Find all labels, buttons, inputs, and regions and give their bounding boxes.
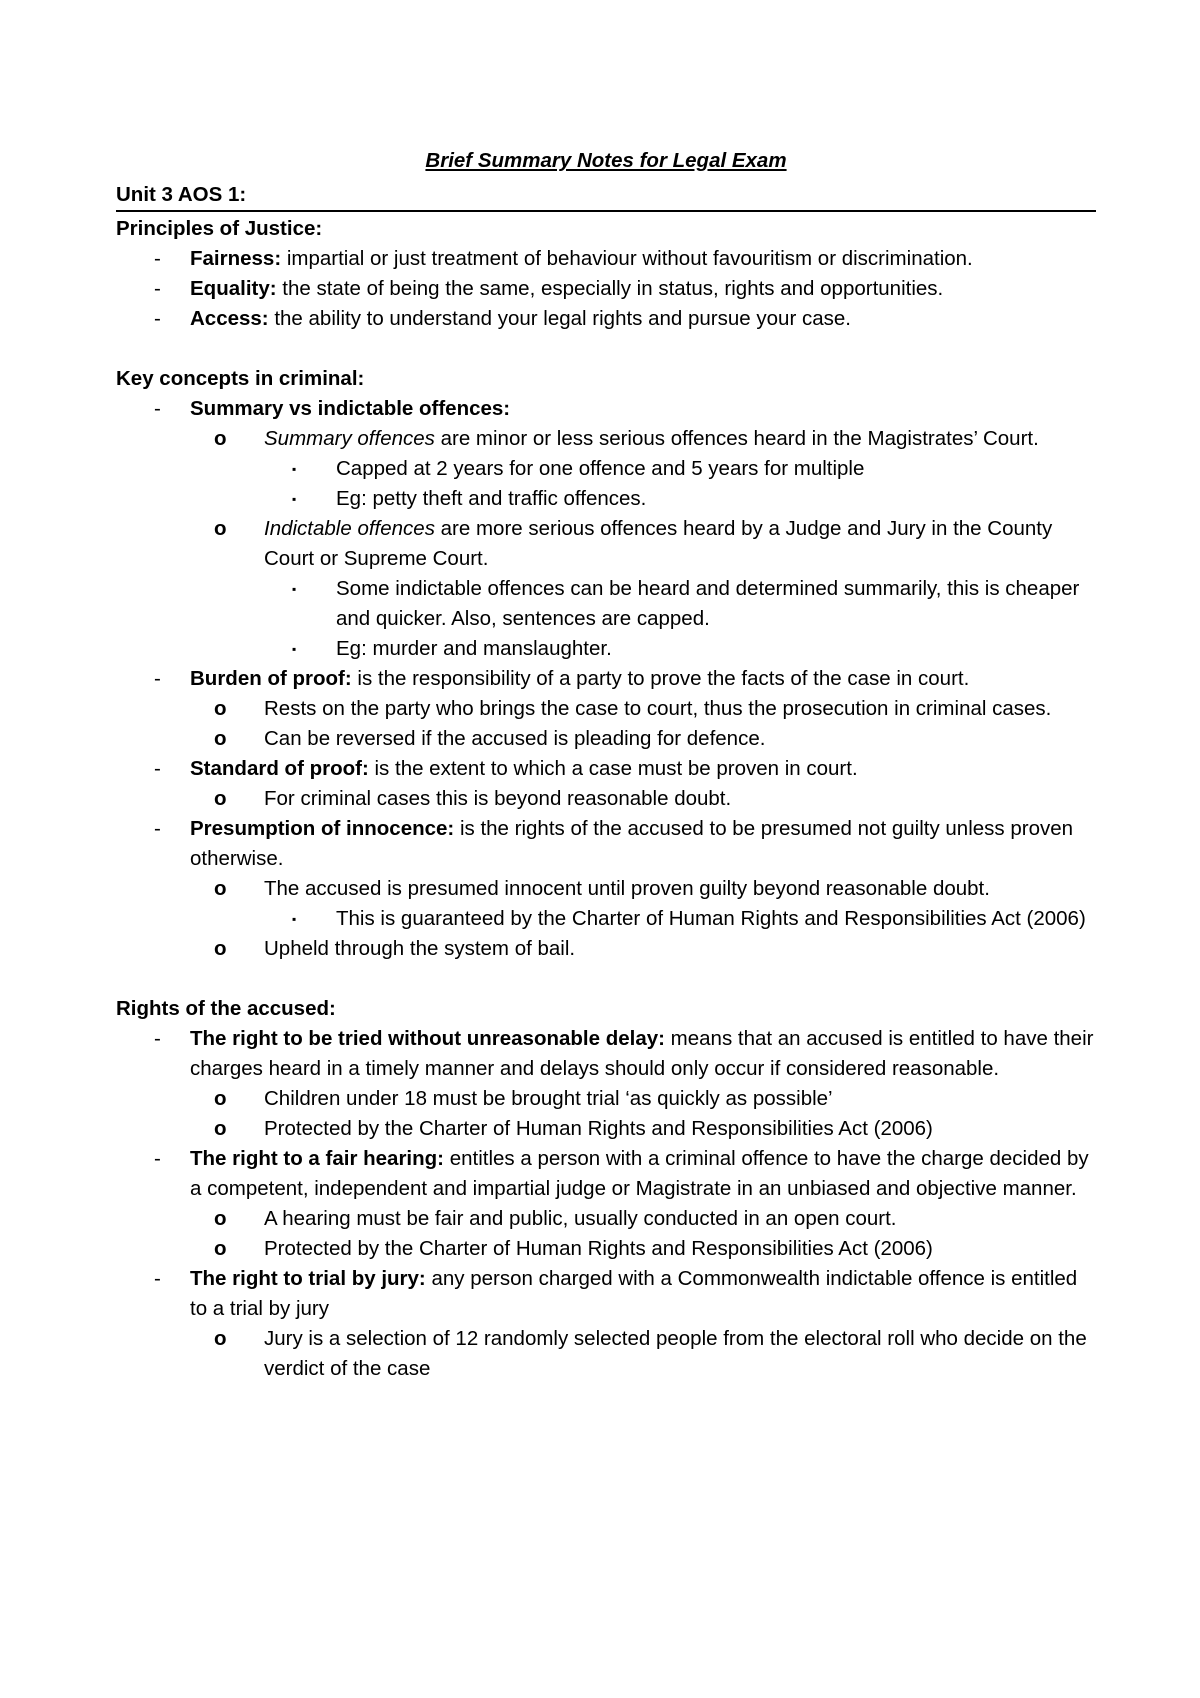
term-unreasonable-delay: The right to be tried without unreasonable delay: xyxy=(190,1027,665,1050)
circle-bullet: o xyxy=(214,1207,227,1230)
trial-by-jury-text: any person charged with a Commonwealth indictable offence is entitled to a trial by jury xyxy=(190,1267,1078,1320)
summary-cap-text: Capped at 2 years for one offence and 5 years for multiple xyxy=(336,457,865,480)
sub-item xyxy=(116,424,1096,454)
term-fair-hearing: The right to a fair hearing: xyxy=(190,1147,444,1170)
sub-item xyxy=(116,1204,1096,1234)
sub-sub-item xyxy=(116,454,1096,484)
list-item xyxy=(116,304,1096,334)
presumed-innocent-text: The accused is presumed innocent until proven guilty beyond reasonable doubt. xyxy=(264,877,990,900)
presumption-text: is the rights of the accused to be presumed not guilty unless proven otherwise. xyxy=(190,817,1074,870)
principles-list xyxy=(116,244,1096,334)
term-equality: Equality: xyxy=(190,277,277,300)
list-item xyxy=(116,394,1096,664)
sub-sub-item xyxy=(116,574,1096,634)
dash-bullet: - xyxy=(154,277,161,300)
definition-equality: the state of being the same, especially in status, rights and opportunities. xyxy=(276,277,944,300)
term-summary-vs-indictable: Summary vs indictable offences: xyxy=(190,397,511,420)
sub-sub-item xyxy=(116,634,1096,664)
list-item xyxy=(116,274,1096,304)
circle-bullet: o xyxy=(214,1087,227,1110)
term-indictable-offences: Indictable offences xyxy=(264,517,435,540)
circle-bullet: o xyxy=(214,1327,227,1350)
rights-heading: Rights of the accused: xyxy=(116,997,336,1020)
sub-item xyxy=(116,1234,1096,1264)
sub-item xyxy=(116,784,1096,814)
indictable-example-text: Eg: murder and manslaughter. xyxy=(336,637,612,660)
dash-bullet: - xyxy=(154,247,161,270)
dash-bullet: - xyxy=(154,1027,161,1050)
circle-bullet: o xyxy=(214,727,227,750)
sub-sub-item xyxy=(116,904,1096,934)
sub-item xyxy=(116,724,1096,754)
circle-bullet: o xyxy=(214,697,227,720)
square-bullet: ▪ xyxy=(292,582,297,596)
burden-reversed-text: Can be reversed if the accused is pleading for defence. xyxy=(264,727,766,750)
sub-sub-item xyxy=(116,484,1096,514)
term-access: Access: xyxy=(190,307,269,330)
dash-bullet: - xyxy=(154,397,161,420)
list-item xyxy=(116,1024,1096,1144)
children-text: Children under 18 must be brought trial ‘as quickly as possible’ xyxy=(264,1087,833,1110)
square-bullet: ▪ xyxy=(292,912,297,926)
sub-item xyxy=(116,514,1096,574)
circle-bullet: o xyxy=(214,517,227,540)
square-bullet: ▪ xyxy=(292,492,297,506)
standard-criminal-text: For criminal cases this is beyond reasonable doubt. xyxy=(264,787,732,810)
spacer xyxy=(116,334,1096,364)
document-page xyxy=(116,146,1096,1384)
burden-of-proof-text: is the responsibility of a party to prove the facts of the case in court. xyxy=(351,667,970,690)
list-item xyxy=(116,814,1096,964)
jury-selection-text: Jury is a selection of 12 randomly selected people from the electoral roll who decide on the verdict of the case xyxy=(264,1327,1087,1380)
principles-heading: Principles of Justice: xyxy=(116,217,323,240)
fair-hearing-text: entitles a person with a criminal offence to have the charge decided by a competent, independent and impartial judge or Magistrate in an unbiased and objective manner. xyxy=(190,1147,1089,1200)
circle-bullet: o xyxy=(214,1117,227,1140)
square-bullet: ▪ xyxy=(292,462,297,476)
indictable-summarily-text: Some indictable offences can be heard and determined summarily, this is cheaper and quicker. Also, sentences are capped. xyxy=(336,577,1080,630)
criminal-heading: Key concepts in criminal: xyxy=(116,367,365,390)
delay-charter-text: Protected by the Charter of Human Rights and Responsibilities Act (2006) xyxy=(264,1117,933,1140)
circle-bullet: o xyxy=(214,787,227,810)
fair-public-text: A hearing must be fair and public, usually conducted in an open court. xyxy=(264,1207,897,1230)
definition-fairness: impartial or just treatment of behaviour without favouritism or discrimination. xyxy=(281,247,973,270)
burden-rests-text: Rests on the party who brings the case to court, thus the prosecution in criminal cases. xyxy=(264,697,1052,720)
dash-bullet: - xyxy=(154,1267,161,1290)
rights-list xyxy=(116,1024,1096,1384)
term-standard-of-proof: Standard of proof: xyxy=(190,757,369,780)
square-bullet: ▪ xyxy=(292,642,297,656)
dash-bullet: - xyxy=(154,307,161,330)
sub-item xyxy=(116,1324,1096,1384)
dash-bullet: - xyxy=(154,817,161,840)
sub-item xyxy=(116,1084,1096,1114)
sub-item xyxy=(116,874,1096,904)
term-fairness: Fairness: xyxy=(190,247,282,270)
dash-bullet: - xyxy=(154,757,161,780)
list-item xyxy=(116,754,1096,814)
circle-bullet: o xyxy=(214,427,227,450)
standard-of-proof-text: is the extent to which a case must be proven in court. xyxy=(368,757,858,780)
unreasonable-delay-text: means that an accused is entitled to have their charges heard in a timely manner and delays should only occur if considered reasonable. xyxy=(190,1027,1094,1080)
circle-bullet: o xyxy=(214,877,227,900)
term-burden-of-proof: Burden of proof: xyxy=(190,667,352,690)
spacer xyxy=(116,964,1096,994)
circle-bullet: o xyxy=(214,1237,227,1260)
fair-charter-text: Protected by the Charter of Human Rights and Responsibilities Act (2006) xyxy=(264,1237,933,1260)
criminal-list xyxy=(116,394,1096,964)
list-item xyxy=(116,1144,1096,1264)
term-summary-offences: Summary offences xyxy=(264,427,435,450)
dash-bullet: - xyxy=(154,667,161,690)
sub-item xyxy=(116,1114,1096,1144)
term-presumption-of-innocence: Presumption of innocence: xyxy=(190,817,455,840)
dash-bullet: - xyxy=(154,1147,161,1170)
indictable-offences-text: are more serious offences heard by a Judge and Jury in the County Court or Supreme Court. xyxy=(264,517,1053,570)
charter-guarantee-text: This is guaranteed by the Charter of Human Rights and Responsibilities Act (2006) xyxy=(336,907,1086,930)
definition-access: the ability to understand your legal rights and pursue your case. xyxy=(268,307,851,330)
summary-example-text: Eg: petty theft and traffic offences. xyxy=(336,487,647,510)
list-item xyxy=(116,664,1096,754)
bail-text: Upheld through the system of bail. xyxy=(264,937,576,960)
list-item xyxy=(116,1264,1096,1384)
term-trial-by-jury: The right to trial by jury: xyxy=(190,1267,426,1290)
summary-offences-text: are minor or less serious offences heard in the Magistrates’ Court. xyxy=(434,427,1039,450)
sub-item xyxy=(116,694,1096,724)
sub-item xyxy=(116,934,1096,964)
circle-bullet: o xyxy=(214,937,227,960)
document-title: Brief Summary Notes for Legal Exam xyxy=(425,149,787,172)
unit-heading: Unit 3 AOS 1: xyxy=(116,180,1096,212)
list-item xyxy=(116,244,1096,274)
